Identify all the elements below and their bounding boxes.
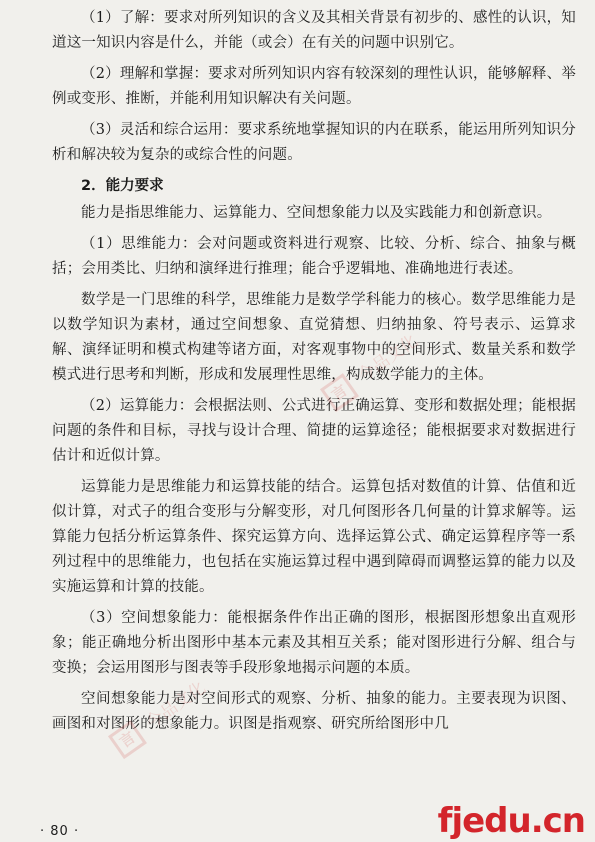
fjedu-logo-suffix: .cn — [530, 801, 585, 841]
fjedu-logo — [438, 801, 585, 841]
paragraph-master: （2）理解和掌握：要求对所列知识内容有较深刻的理性认识，能够解释、举例或变形、推断，并能利用知识解决有关问题。 — [52, 66, 576, 107]
paragraph-spatial-explanation: 空间想象能力是对空间形式的观察、分析、抽象的能力。主要表现为识图、画图和对图形的想象能力。识图是指观察、研究所给图形中几 — [52, 691, 576, 732]
paragraph-thinking-explanation: 数学是一门思维的科学，思维能力是数学学科能力的核心。数学思维能力是以数学知识为素材，通过空间想象、直觉猜想、归纳抽象、符号表示、运算求解、演绎证明和模式构建等诸方面，对客观事物中的空间形式、数量关系和数学模式进行思考和判断，形成和发展理性思维，构成数学能力的主体。 — [52, 292, 576, 383]
paragraph-spatial-ability: （3）空间想象能力：能根据条件作出正确的图形，根据图形想象出直观形象；能正确地分析出图形中基本元素及其相互关系；能对图形进行分解、组合与变换；会运用图形与图表等手段形象地揭示问题的本质。 — [52, 610, 576, 676]
paragraph-thinking-ability: （1）思维能力：会对问题或资料进行观察、比较、分析、综合、抽象与概括；会用类比、归纳和演绎进行推理；能合乎逻辑地、准确地进行表述。 — [52, 236, 576, 277]
watermark-text: 今品文化 — [142, 677, 210, 734]
fjedu-logo-text: fjedu — [437, 801, 531, 841]
section-heading-ability: 2．能力要求 — [81, 178, 164, 194]
page-content — [52, 6, 576, 743]
paragraph-understand: （1）了解：要求对所列知识的含义及其相关背景有初步的、感性的认识，知道这一知识内容是什么，并能（或会）在有关的问题中识别它。 — [52, 10, 576, 51]
watermark-seal-icon: 言 — [108, 720, 147, 759]
watermark-text: 今品文化 — [354, 330, 422, 387]
paragraph-calculation-explanation: 运算能力是思维能力和运算技能的结合。运算包括对数值的计算、估值和近似计算，对式子的组合变形与分解变形，对几何图形各几何量的计算求解等。运算能力包括分析运算条件、探究运算方向、选择运算公式、确定运算程序等一系列过程中的思维能力，也包括在实施运算过程中遇到障碍而调整运算的能力以及实施运算和计算的技能。 — [52, 479, 576, 595]
paragraph-calculation-ability: （2）运算能力：会根据法则、公式进行正确运算、变形和数据处理；能根据问题的条件和目标，寻找与设计合理、简捷的运算途径；能根据要求对数据进行估计和近似计算。 — [52, 398, 576, 464]
watermark-seal-icon: 言 — [320, 373, 359, 412]
paragraph-flexible-use: （3）灵活和综合运用：要求系统地掌握知识的内在联系，能运用所列知识分析和解决较为复杂的或综合性的问题。 — [52, 122, 576, 163]
paragraph-ability-definition: 能力是指思维能力、运算能力、空间想象能力以及实践能力和创新意识。 — [81, 205, 552, 221]
page-number: · 80 · — [40, 824, 80, 839]
